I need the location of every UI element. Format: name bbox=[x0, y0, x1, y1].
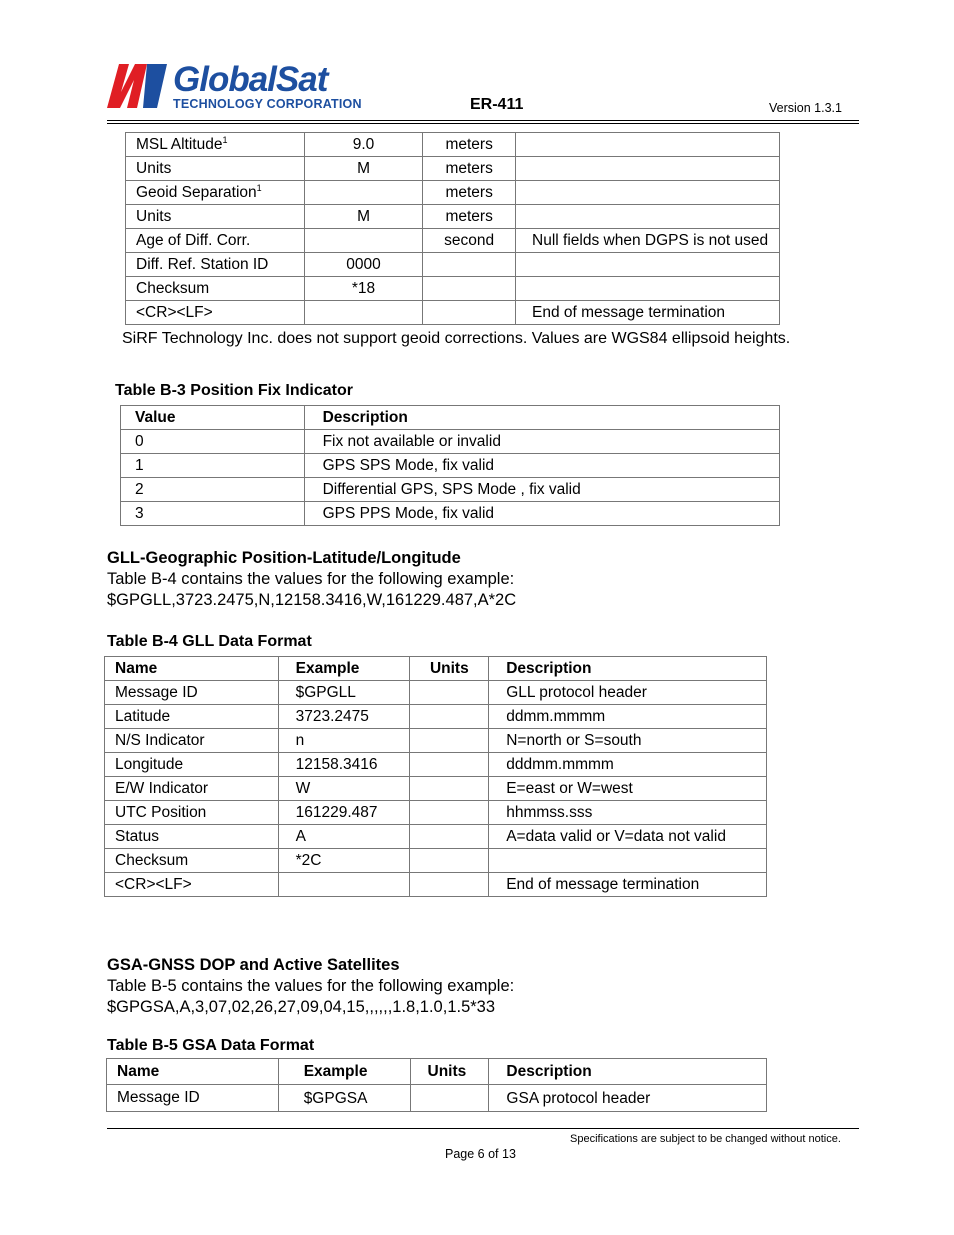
table-cell: 161229.487 bbox=[278, 801, 410, 825]
table-cell: ddmm.mmmm bbox=[489, 705, 767, 729]
footnote-mark: 1 bbox=[222, 135, 228, 145]
table-row bbox=[121, 502, 780, 526]
table-cell: Diff. Ref. Station ID bbox=[126, 253, 305, 277]
table-cell bbox=[410, 705, 489, 729]
table-cell: Checksum bbox=[105, 849, 279, 873]
table-cell: GLL protocol header bbox=[489, 681, 767, 705]
table-cell: GPS PPS Mode, fix valid bbox=[304, 502, 779, 526]
section-text: Table B-5 contains the values for the following example: bbox=[107, 977, 515, 995]
table-cell: W bbox=[278, 777, 410, 801]
table-cell bbox=[410, 681, 489, 705]
table-cell: N/S Indicator bbox=[105, 729, 279, 753]
table-cell: n bbox=[278, 729, 410, 753]
table-cell: Fix not available or invalid bbox=[304, 430, 779, 454]
example-sentence: $GPGLL,3723.2475,N,12158.3416,W,161229.487,A*2C bbox=[107, 591, 517, 609]
table-cell: 0000 bbox=[304, 253, 423, 277]
version-label: Version 1.3.1 bbox=[769, 101, 842, 115]
table-cell bbox=[410, 1085, 489, 1112]
table-cell: dddmm.mmmm bbox=[489, 753, 767, 777]
table-b5-caption: Table B-5 GSA Data Format bbox=[107, 1037, 315, 1054]
document-title: ER-411 bbox=[470, 96, 524, 113]
table-cell: GPS SPS Mode, fix valid bbox=[304, 454, 779, 478]
table-footnote: SiRF Technology Inc. does not support geoid corrections. Values are WGS84 ellipsoid heights. bbox=[122, 330, 791, 347]
table-cell: M bbox=[304, 205, 423, 229]
table-cell: N=north or S=south bbox=[489, 729, 767, 753]
table-cell bbox=[516, 133, 780, 157]
table-cell: 3723.2475 bbox=[278, 705, 410, 729]
table-row bbox=[105, 849, 767, 873]
table-row bbox=[105, 801, 767, 825]
gga-data-table-continued bbox=[125, 132, 780, 325]
table-row bbox=[105, 681, 767, 705]
table-cell bbox=[423, 253, 516, 277]
table-cell: meters bbox=[423, 205, 516, 229]
table-cell bbox=[410, 801, 489, 825]
column-header: Units bbox=[410, 657, 489, 681]
table-cell: $GPGSA bbox=[278, 1085, 410, 1112]
table-cell: Null fields when DGPS is not used bbox=[516, 229, 780, 253]
table-header-row bbox=[107, 1059, 767, 1085]
header-rule-secondary bbox=[107, 123, 859, 124]
table-row bbox=[105, 873, 767, 897]
table-cell: <CR><LF> bbox=[126, 301, 305, 325]
column-header: Name bbox=[105, 657, 279, 681]
table-cell: E=east or W=west bbox=[489, 777, 767, 801]
table-cell bbox=[410, 753, 489, 777]
table-row bbox=[121, 430, 780, 454]
table-cell bbox=[410, 729, 489, 753]
gll-section bbox=[107, 548, 516, 611]
section-text: Table B-4 contains the values for the following example: bbox=[107, 570, 515, 588]
table-header-row bbox=[121, 406, 780, 430]
table-cell: Message ID bbox=[107, 1085, 279, 1112]
table-cell bbox=[410, 777, 489, 801]
table-cell: Status bbox=[105, 825, 279, 849]
logo-mark-icon bbox=[107, 62, 169, 110]
header-rule bbox=[107, 120, 859, 121]
table-cell: 1 bbox=[121, 454, 305, 478]
table-b4-caption: Table B-4 GLL Data Format bbox=[107, 633, 312, 650]
table-row bbox=[121, 478, 780, 502]
column-header: Description bbox=[304, 406, 779, 430]
table-cell bbox=[304, 229, 423, 253]
footer-disclaimer: Specifications are subject to be changed without notice. bbox=[570, 1133, 841, 1145]
example-sentence: $GPGSA,A,3,07,02,26,27,09,04,15,,,,,,1.8,1.0,1.5*33 bbox=[107, 998, 496, 1016]
table-cell: M bbox=[304, 157, 423, 181]
table-cell bbox=[278, 873, 410, 897]
table-row bbox=[126, 133, 780, 157]
table-cell bbox=[423, 277, 516, 301]
table-cell bbox=[410, 873, 489, 897]
table-cell: Checksum bbox=[126, 277, 305, 301]
column-header: Description bbox=[489, 657, 767, 681]
column-header: Value bbox=[121, 406, 305, 430]
table-cell: End of message termination bbox=[516, 301, 780, 325]
table-row bbox=[105, 753, 767, 777]
table-cell: meters bbox=[423, 133, 516, 157]
table-cell: second bbox=[423, 229, 516, 253]
table-row bbox=[105, 729, 767, 753]
table-cell: E/W Indicator bbox=[105, 777, 279, 801]
table-header-row bbox=[105, 657, 767, 681]
table-cell bbox=[516, 277, 780, 301]
table-cell: End of message termination bbox=[489, 873, 767, 897]
table-row bbox=[107, 1085, 767, 1112]
table-cell: Units bbox=[126, 205, 305, 229]
table-cell bbox=[516, 181, 780, 205]
table-cell: A bbox=[278, 825, 410, 849]
section-heading: GSA-GNSS DOP and Active Satellites bbox=[107, 956, 400, 974]
table-cell: Differential GPS, SPS Mode , fix valid bbox=[304, 478, 779, 502]
table-cell: MSL Altitude$^1$ bbox=[126, 133, 305, 157]
table-cell: $GPGLL bbox=[278, 681, 410, 705]
table-cell: meters bbox=[423, 181, 516, 205]
table-cell: Units bbox=[126, 157, 305, 181]
table-cell: hhmmss.sss bbox=[489, 801, 767, 825]
table-cell: Longitude bbox=[105, 753, 279, 777]
logo-tagline: TECHNOLOGY CORPORATION bbox=[173, 97, 362, 111]
column-header: Example bbox=[278, 657, 410, 681]
table-row bbox=[105, 777, 767, 801]
table-row bbox=[126, 277, 780, 301]
table-cell bbox=[423, 301, 516, 325]
column-header: Units bbox=[410, 1059, 489, 1085]
gsa-section bbox=[107, 955, 514, 1018]
column-header: Description bbox=[489, 1059, 767, 1085]
table-cell: UTC Position bbox=[105, 801, 279, 825]
table-row bbox=[126, 205, 780, 229]
footer-rule bbox=[107, 1128, 859, 1129]
logo-wordmark: GlobalSat bbox=[173, 60, 328, 99]
table-cell bbox=[516, 157, 780, 181]
footnote-mark: 1 bbox=[256, 183, 262, 193]
section-heading: GLL-Geographic Position-Latitude/Longitude bbox=[107, 549, 461, 567]
table-cell: *18 bbox=[304, 277, 423, 301]
table-row bbox=[105, 705, 767, 729]
table-cell: Message ID bbox=[105, 681, 279, 705]
company-logo bbox=[107, 60, 362, 112]
gsa-data-table bbox=[106, 1058, 767, 1112]
table-cell: 9.0 bbox=[304, 133, 423, 157]
table-cell bbox=[410, 849, 489, 873]
table-row bbox=[126, 157, 780, 181]
table-row bbox=[126, 301, 780, 325]
column-header: Example bbox=[278, 1059, 410, 1085]
table-row bbox=[105, 825, 767, 849]
page-number: Page 6 of 13 bbox=[445, 1147, 516, 1161]
table-row bbox=[126, 229, 780, 253]
column-header: Name bbox=[107, 1059, 279, 1085]
table-cell: Age of Diff. Corr. bbox=[126, 229, 305, 253]
table-cell bbox=[410, 825, 489, 849]
table-cell bbox=[489, 849, 767, 873]
table-cell: *2C bbox=[278, 849, 410, 873]
table-cell: meters bbox=[423, 157, 516, 181]
table-cell: Geoid Separation$^1$ bbox=[126, 181, 305, 205]
table-row bbox=[126, 181, 780, 205]
table-cell bbox=[304, 301, 423, 325]
table-row bbox=[126, 253, 780, 277]
table-b3-caption: Table B-3 Position Fix Indicator bbox=[115, 382, 353, 399]
table-cell: 0 bbox=[121, 430, 305, 454]
table-cell bbox=[516, 205, 780, 229]
table-cell: 3 bbox=[121, 502, 305, 526]
table-cell: A=data valid or V=data not valid bbox=[489, 825, 767, 849]
table-cell: 12158.3416 bbox=[278, 753, 410, 777]
table-cell: <CR><LF> bbox=[105, 873, 279, 897]
table-cell bbox=[304, 181, 423, 205]
table-cell bbox=[516, 253, 780, 277]
position-fix-table bbox=[120, 405, 780, 526]
table-cell: GSA protocol header bbox=[489, 1085, 767, 1112]
table-row bbox=[121, 454, 780, 478]
table-cell: 2 bbox=[121, 478, 305, 502]
gll-data-table bbox=[104, 656, 767, 897]
table-cell: Latitude bbox=[105, 705, 279, 729]
